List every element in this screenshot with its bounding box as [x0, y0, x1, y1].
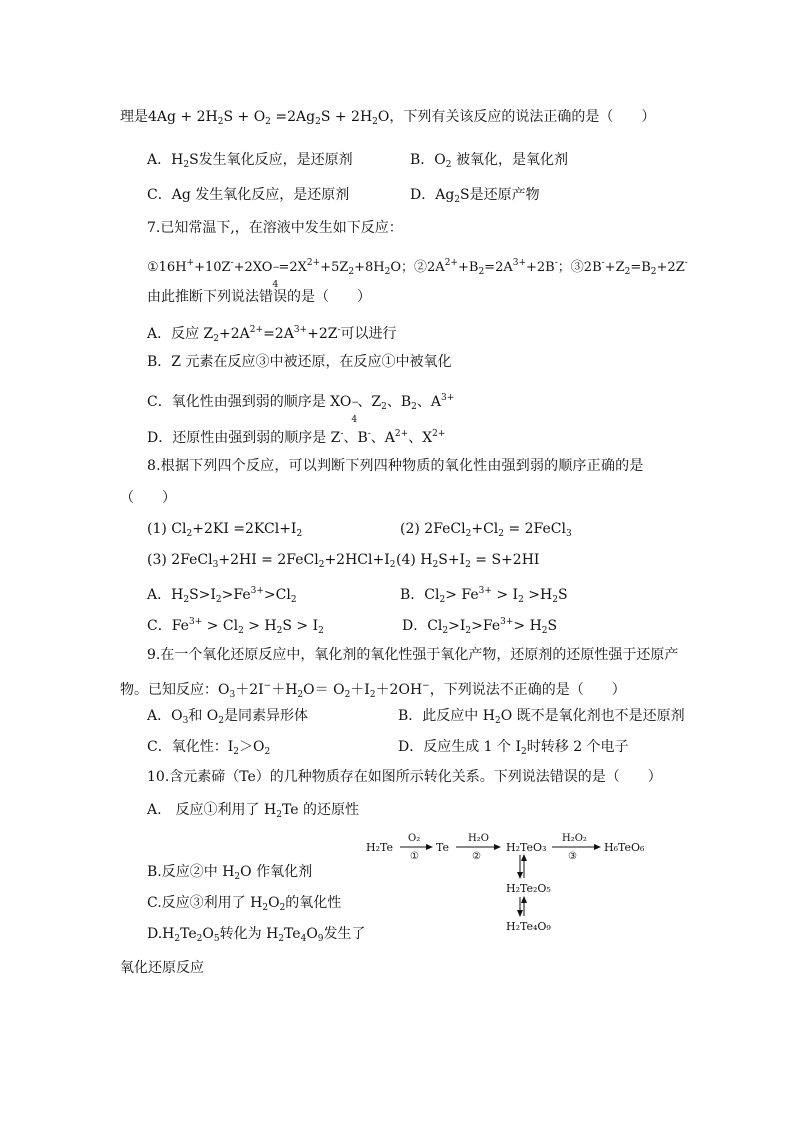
- node-te: Te: [436, 841, 449, 854]
- q10-title: 10.含元素碲（Te）的几种物质存在如图所示转化关系。下列说法错误的是（ ）: [147, 769, 662, 785]
- arrow-2-top: H₂O: [468, 833, 489, 844]
- q8-reaction-1: (1) $Cl_2+2KI =2KCl+I_2$: [147, 521, 303, 539]
- q8-option-d[interactable]: D．$Cl_2>I_2>Fe^{3+}> H_2S$: [402, 617, 558, 636]
- q10-option-d[interactable]: $D.H_2Te_2O_5$转化为 $H_2Te_4O_9$发生了: [147, 926, 366, 944]
- q9-line-2: 物。已知反应：$O_3+2I^-+H_2O= O_2+I_2+2OH^-$，下列说法不正确的是（ ）: [120, 681, 626, 700]
- q7-ask: 由此推断下列说法错误的是（ ）: [147, 289, 371, 305]
- q8-option-c[interactable]: C．$Fe^{3+} > Cl_2 > H_2S > I_2$: [147, 617, 324, 636]
- q9-option-d[interactable]: D．反应生成 1 个 $I_2$时转移 2 个电子: [398, 739, 629, 757]
- q9-option-a[interactable]: A．$O_3$和 $O_2$是同素异形体: [147, 708, 308, 726]
- tellurium-conversion-diagram: [360, 828, 690, 938]
- arrow-1-label: ①: [410, 851, 419, 862]
- arrow-1-top: O₂: [408, 833, 421, 844]
- q9-option-b[interactable]: B．此反应中 $H_2O$ 既不是氧化剂也不是还原剂: [398, 708, 685, 726]
- arrow-2-label: ②: [472, 851, 481, 862]
- q6-option-b[interactable]: B．$O_2$ 被氧化，是氧化剂: [410, 152, 568, 170]
- q8-reaction-4: (4) $H_2S+I_2 = S+2HI$: [396, 552, 540, 570]
- q7-option-c[interactable]: C．氧化性由强到弱的顺序是 XO − 4 、$Z_2$、$B_2$、$A^{3+}$: [147, 393, 455, 425]
- node-h2te2o5: H₂Te₂O₅: [506, 882, 551, 895]
- node-h2te4o9: H₂Te₄O₉: [506, 920, 551, 933]
- q9-option-c[interactable]: C．氧化性：$I_2>O_2$: [147, 739, 271, 757]
- arrow-3-top: H₂O₂: [562, 833, 587, 844]
- q10-option-c[interactable]: C.反应③利用了 $H_2O_2$的氧化性: [147, 895, 342, 913]
- q10-option-a[interactable]: A. 反应①利用了 $H_2Te$ 的还原性: [147, 802, 359, 820]
- arrow-3-label: ③: [568, 851, 577, 862]
- q6-option-a[interactable]: A．$H_2S$发生氧化反应，是还原剂: [147, 152, 353, 170]
- q8-paren: （ ）: [120, 490, 176, 506]
- q8-reaction-2: (2) $2FeCl_2+Cl_2$ = 2FeCl$_3$: [400, 521, 572, 539]
- q7-option-b[interactable]: B．Z 元素在反应③中被还原，在反应①中被氧化: [147, 354, 452, 370]
- q7-option-a[interactable]: A．反应 $Z_2+2A^{2+}=2A^{3+}+2Z^-$可以进行: [147, 325, 397, 344]
- q7-reactions: ①16H++10Z-+2XO − 4 $=2X^{2+}+5Z_2+8H_2O$；$②2A^{2+}+B_2=2A^{3+}+2B^-$；$③2B^-+Z_2=B_2+2Z^-$: [147, 258, 688, 290]
- q6-stem: 理是$4Ag + 2H_2S + O_2 =2Ag_2S + 2H_2O$，下列有关该反应的说法正确的是（ ）: [120, 109, 656, 127]
- q6-option-c[interactable]: C．Ag 发生氧化反应，是还原剂: [147, 187, 350, 203]
- q8-title: 8.根据下列四个反应，可以判断下列四种物质的氧化性由强到弱的顺序正确的是: [147, 458, 644, 474]
- node-h6teo6: H₆TeO₆: [604, 841, 645, 854]
- q10-option-d-continued: 氧化还原反应: [120, 960, 204, 976]
- q8-option-a[interactable]: A．$H_2S>I_2>Fe^{3+}>Cl_2$: [147, 586, 297, 605]
- q10-option-b[interactable]: B.反应②中 $H_2O$ 作氧化剂: [147, 864, 313, 882]
- node-h2teo3: H₂TeO₃: [506, 841, 547, 854]
- q8-option-b[interactable]: B．$Cl_2> Fe^{3+} > I_2 >H_2S$: [400, 586, 568, 605]
- q7-option-d[interactable]: D．还原性由强到弱的顺序是 Z-、B-、$A^{2+}$、$X^{2+}$: [147, 429, 446, 446]
- q9-line-1: 9.在一个氧化还原反应中，氧化剂的氧化性强于氧化产物，还原剂的还原性强于还原产: [147, 647, 679, 663]
- node-h2te: H₂Te: [366, 841, 393, 854]
- q7-title: 7.已知常温下,，在溶液中发生如下反应：: [147, 220, 403, 236]
- q6-option-d[interactable]: D．$Ag_2S$是还原产物: [410, 187, 540, 205]
- q8-reaction-3: (3) 2FeCl$_3$+2HI = $2FeCl_2+2HCl+I_2$: [147, 552, 396, 570]
